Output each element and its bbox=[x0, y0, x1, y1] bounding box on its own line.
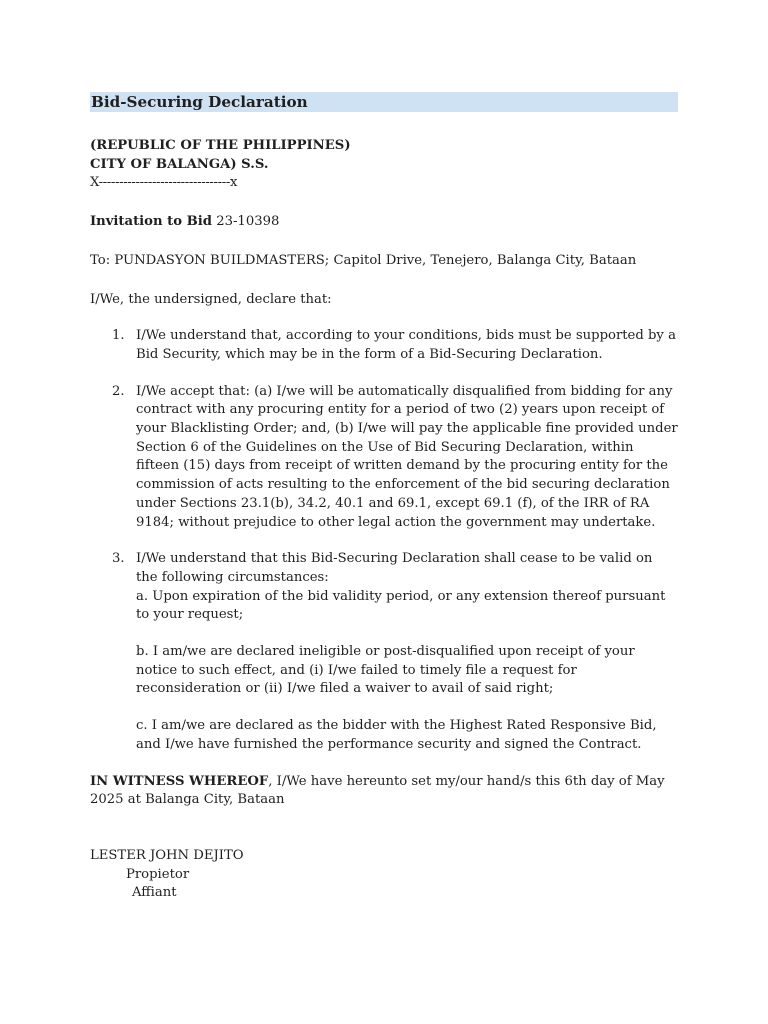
declaration-intro: I/We, the undersigned, declare that: bbox=[90, 291, 332, 307]
witness-label: IN WITNESS WHEREOF bbox=[90, 773, 269, 789]
list-item-text: I/We understand that, according to your conditions, bids must be supported by a Bid Security, which may be in the form of a Bid-Securing Declaration. bbox=[136, 328, 676, 362]
declaration-list bbox=[90, 327, 678, 754]
invitation-number: 23-10398 bbox=[212, 214, 280, 230]
witness-text: , I/We have hereunto set my/our hand/s this 6th day of May 2025 at Balanga City, Bataan bbox=[90, 773, 665, 808]
sub-item-c: c. I am/we are declared as the bidder with the Highest Rated Responsive Bid, and I/we have furnished the performance security and signed the Contract. bbox=[136, 718, 657, 752]
invitation-line bbox=[90, 213, 678, 232]
addressee-line: To: PUNDASYON BUILDMASTERS; Capitol Drive, Tenejero, Balanga City, Bataan bbox=[90, 252, 637, 268]
document-title: Bid-Securing Declaration bbox=[90, 92, 678, 112]
caption-divider: X--------------------------------x bbox=[90, 175, 238, 191]
signatory-role: Propietor bbox=[126, 866, 190, 882]
document-page bbox=[90, 92, 678, 903]
list-item bbox=[90, 383, 678, 533]
list-item bbox=[90, 550, 678, 754]
list-item-number: 3. bbox=[112, 551, 125, 567]
signature-block bbox=[90, 847, 678, 903]
list-item-text: I/We accept that: (a) I/we will be automatically disqualified from bidding for any contract with any procuring entity for a period of two (2) years upon receipt of your Blacklisting Order; and, (b) I/we will pay the applicable fine provided under Section 6 of the Guidelines on the Use of Bid Securing Declaration, within fifteen (15) days from receipt of written demand by the procuring entity for the commission of acts resulting to the enforcement of the bid securing declaration under Sections 23.1(b), 34.2, 40.1 and 69.1, except 69.1 (f), of the IRR of RA 9184; without prejudice to other legal action the government may undertake. bbox=[136, 383, 678, 530]
list-item-number: 1. bbox=[112, 328, 125, 344]
witness-clause bbox=[90, 773, 678, 810]
sub-item-a: a. Upon expiration of the bid validity period, or any extension thereof pursuant to your request; bbox=[136, 588, 666, 623]
list-item bbox=[90, 327, 678, 364]
caption-line-city: CITY OF BALANGA) S.S. bbox=[90, 156, 269, 172]
list-item-number: 2. bbox=[112, 383, 125, 399]
signatory-affiant: Affiant bbox=[132, 885, 177, 901]
venue-caption bbox=[90, 137, 678, 193]
invitation-label: Invitation to Bid bbox=[90, 214, 212, 230]
signatory-name: LESTER JOHN DEJITO bbox=[90, 847, 244, 863]
sub-item-b: b. I am/we are declared ineligible or post-disqualified upon receipt of your notice to such effect, and (i) I/we failed to timely file a request for reconsideration or (ii) I/we filed a waiver to avail of said right; bbox=[136, 644, 635, 697]
list-item-text: I/We understand that this Bid-Securing Declaration shall cease to be valid on the following circumstances: bbox=[136, 551, 653, 585]
caption-line-republic: (REPUBLIC OF THE PHILIPPINES) bbox=[90, 138, 351, 153]
